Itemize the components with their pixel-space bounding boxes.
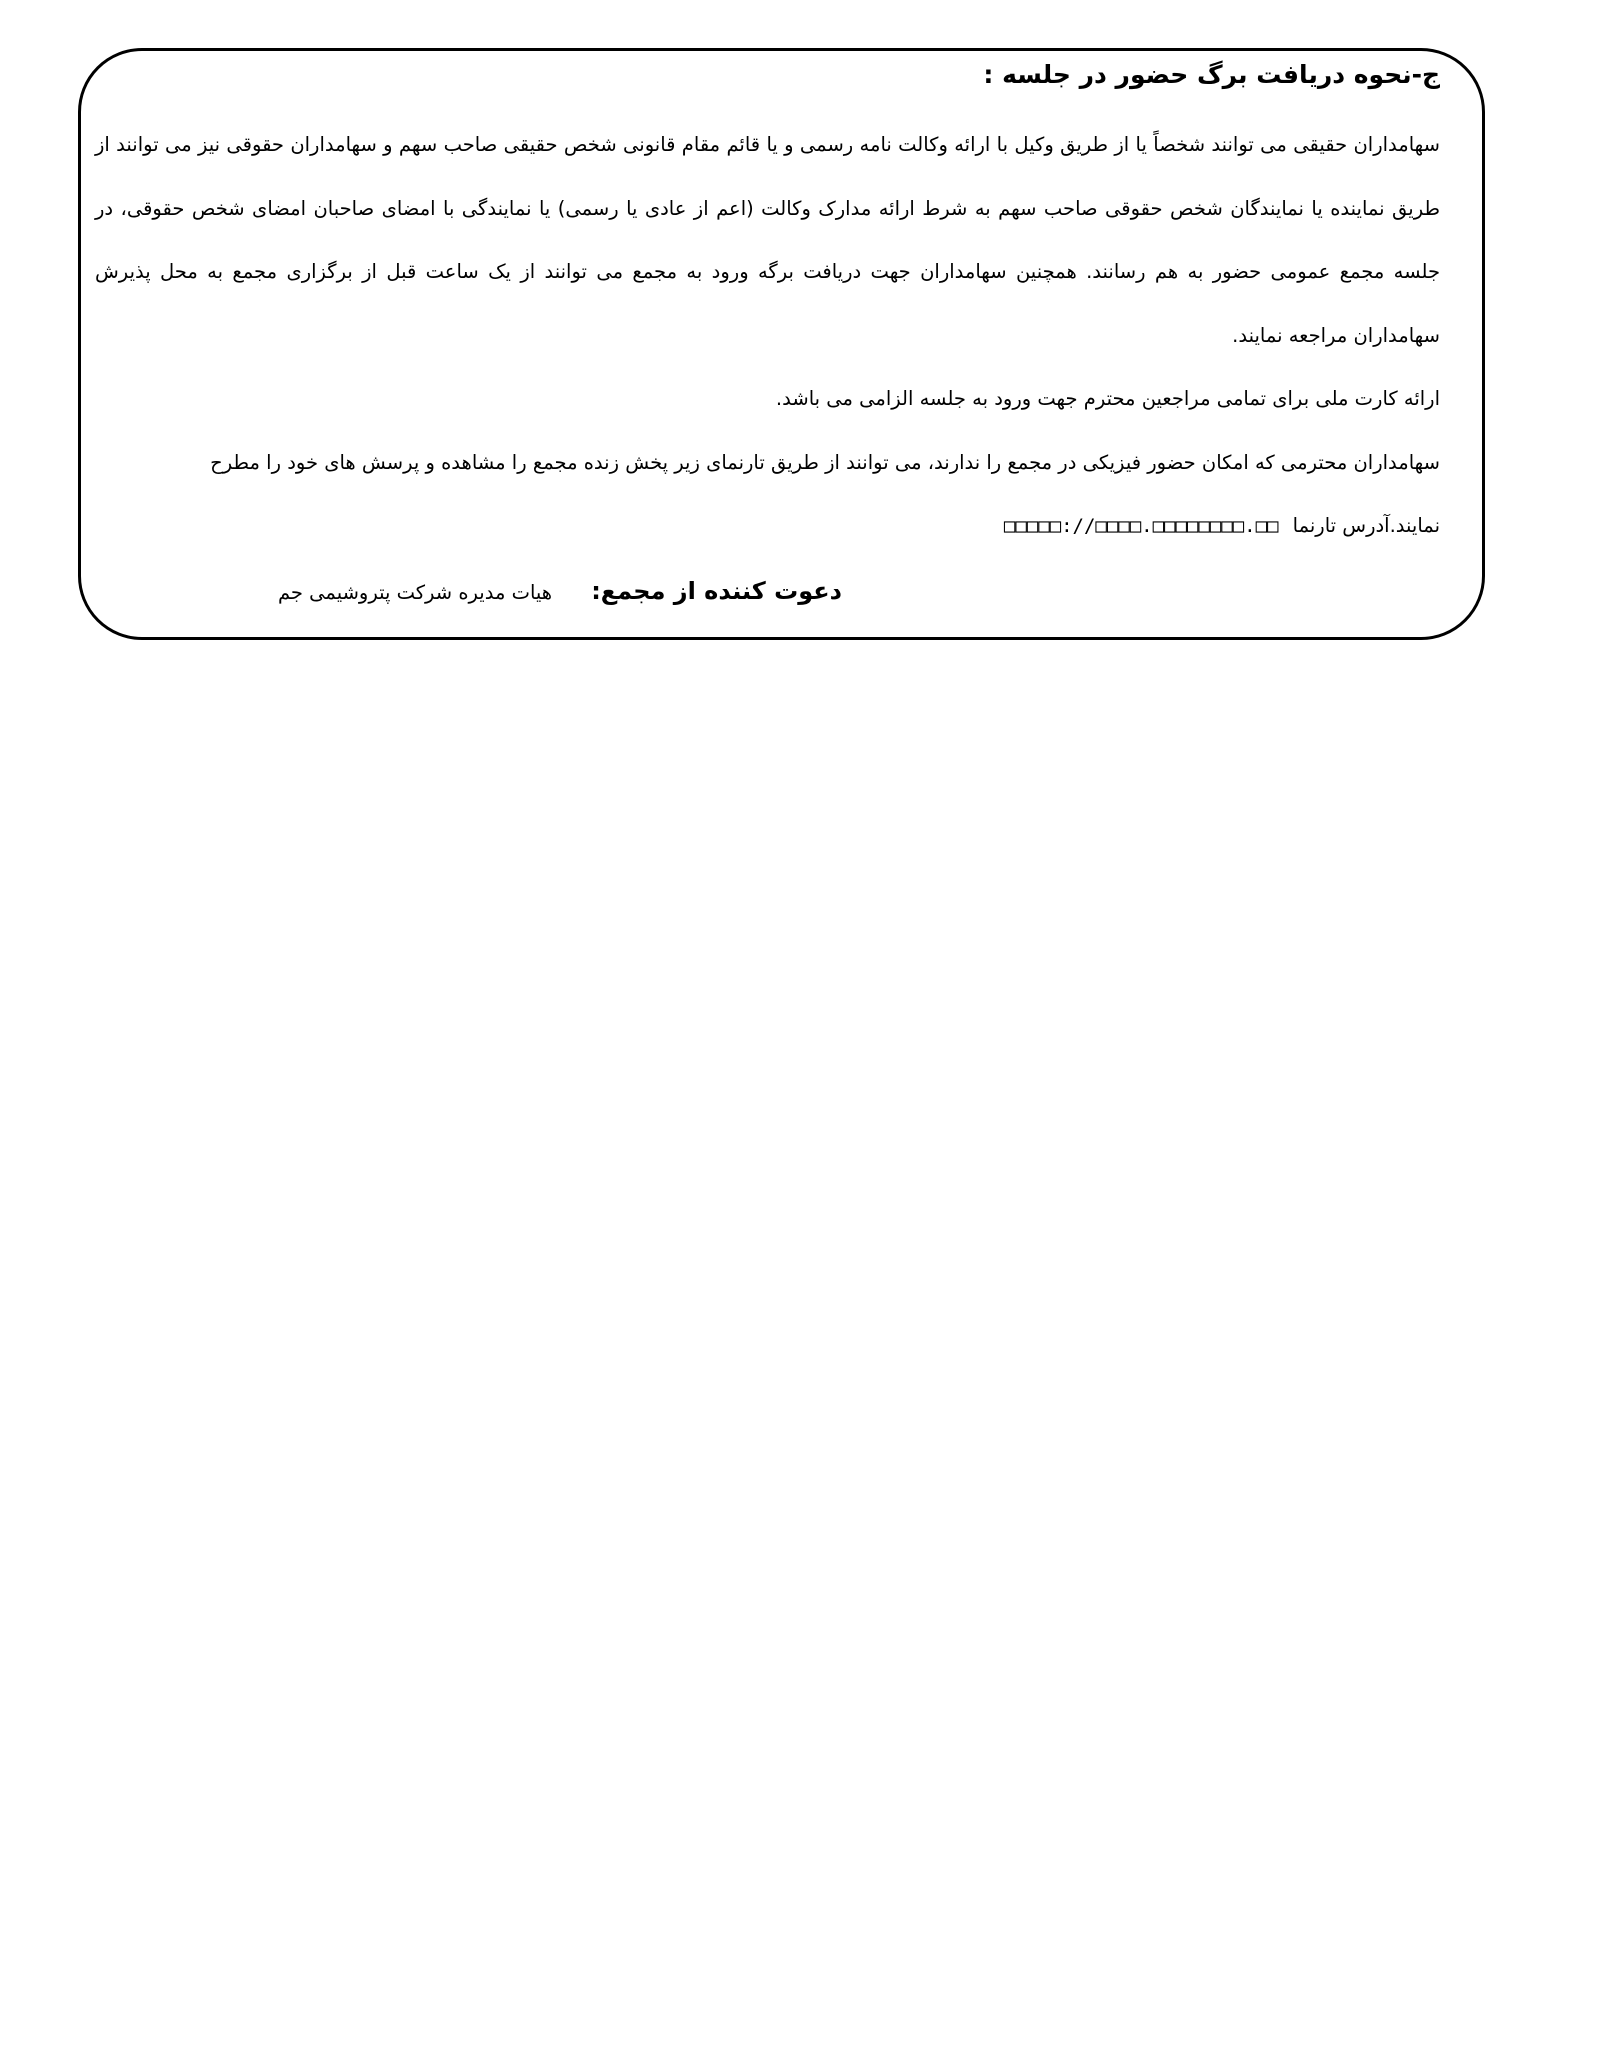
address-line bbox=[95, 494, 1440, 559]
section-body bbox=[95, 113, 1440, 559]
signature-value: هیات مدیره شرکت پتروشیمی جم bbox=[277, 581, 553, 604]
website-url: □□□□□://□□□□.□□□□□□□□.□□ bbox=[1003, 515, 1279, 537]
signature-block bbox=[278, 571, 842, 614]
attendance-paragraph: سهامداران حقیقی می توانند شخصاً یا از طریق وکیل با ارائه وکالت نامه رسمی و یا قائم مقام قانونی شخص حقیقی صاحب سهم و سهامداران حقوقی نیز می توانند از طریق نماینده یا نمایندگان شخص حقوقی صاحب سهم به شرط ارائه مدارک وکالت (اعم از عادی یا رسمی) یا نمایندگی با امضای صاحبان امضای شخص حقوقی، در جلسه مجمع عمومی حضور به هم رسانند. همچنین سهامداران جهت دریافت برگه ورود به مجمع می توانند از یک ساعت قبل از برگزاری مجمع به محل پذیرش سهامداران مراجعه نمایند. bbox=[95, 133, 1440, 347]
national-card-paragraph: ارائه کارت ملی برای تمامی مراجعین محترم جهت ورود به جلسه الزامی می باشد. bbox=[775, 387, 1440, 410]
live-stream-paragraph: سهامداران محترمی که امکان حضور فیزیکی در مجمع را ندارند، می توانند از طریق تارنمای زیر پخش زنده مجمع را مشاهده و پرسش های خود را مطرح bbox=[210, 450, 1440, 474]
address-prefix: نمایند.آدرس تارنما bbox=[1292, 514, 1440, 537]
section-heading: ج-نحوه دریافت برگ حضور در جلسه : bbox=[983, 60, 1440, 89]
signature-label: دعوت کننده از مجمع: bbox=[591, 577, 842, 605]
notice-box bbox=[78, 48, 1485, 640]
